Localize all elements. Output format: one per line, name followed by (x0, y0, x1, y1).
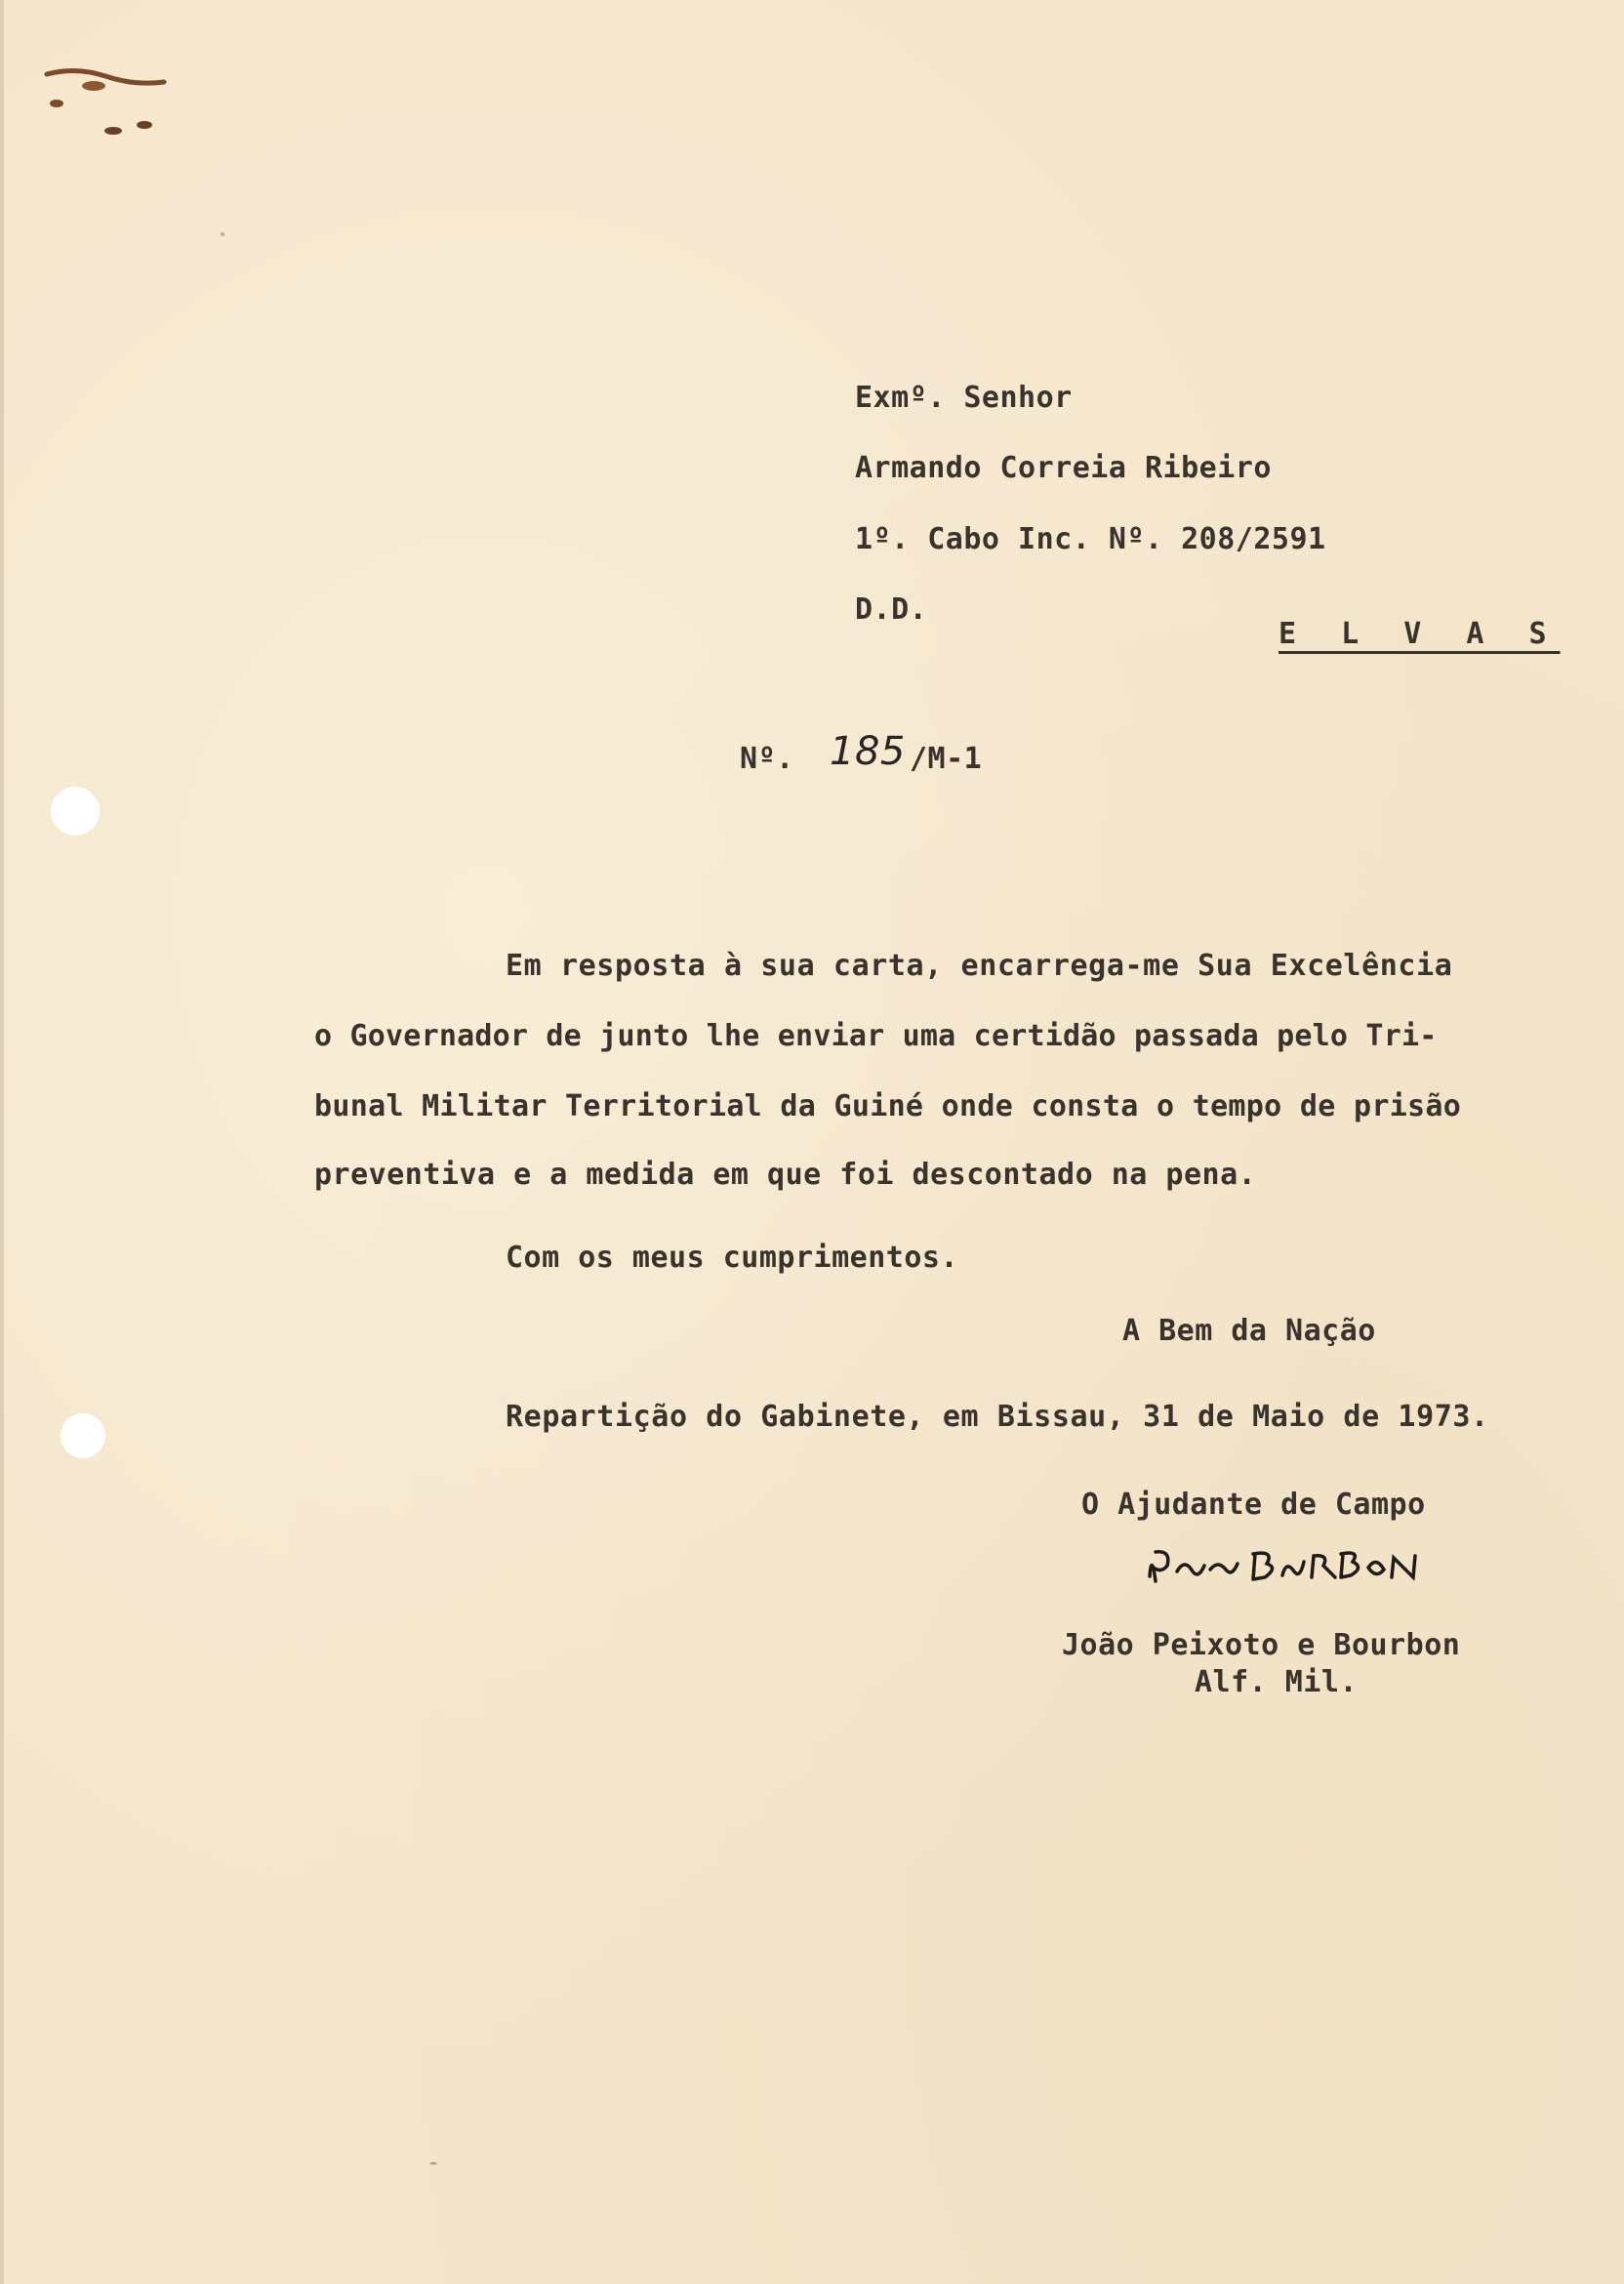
reference-suffix: /M-1 (910, 742, 983, 776)
recipient-salutation: Exmº. Senhor (855, 381, 1073, 415)
recipient-city: E L V A S (1279, 617, 1561, 651)
body-line-2: o Governador de junto lhe enviar uma certidão passada pelo Tri- (314, 1019, 1438, 1053)
recipient-dd: D.D. (855, 592, 928, 627)
body-regards: Com os meus cumprimentos. (506, 1241, 959, 1275)
closing-motto: A Bem da Nação (1122, 1314, 1376, 1348)
closing-rank: Alf. Mil. (1195, 1665, 1359, 1699)
paper-speck (221, 232, 224, 236)
body-line-3: bunal Militar Territorial da Guiné onde consta o tempo de prisão (314, 1089, 1462, 1123)
staple-rust-mark (37, 64, 174, 143)
closing-name: João Peixoto e Bourbon (1062, 1628, 1461, 1662)
punch-hole-top (51, 787, 100, 836)
reference-number: 185 (830, 729, 906, 774)
paper-edge (0, 0, 4, 2284)
handwritten-signature (1142, 1532, 1435, 1601)
closing-place-date: Repartição do Gabinete, em Bissau, 31 de Maio de 1973. (506, 1400, 1489, 1434)
punch-hole-bottom (61, 1413, 105, 1458)
recipient-name: Armando Correia Ribeiro (855, 451, 1272, 485)
reference-prefix: Nº. (740, 742, 794, 776)
body-line-4: preventiva e a medida em que foi descontado na pena. (314, 1158, 1257, 1192)
recipient-rank: 1º. Cabo Inc. Nº. 208/2591 (855, 522, 1326, 556)
body-line-1: Em resposta à sua carta, encarrega-me Sua Excelência (506, 949, 1453, 983)
closing-title: O Ajudante de Campo (1081, 1488, 1426, 1522)
paper-speck (429, 2162, 437, 2165)
